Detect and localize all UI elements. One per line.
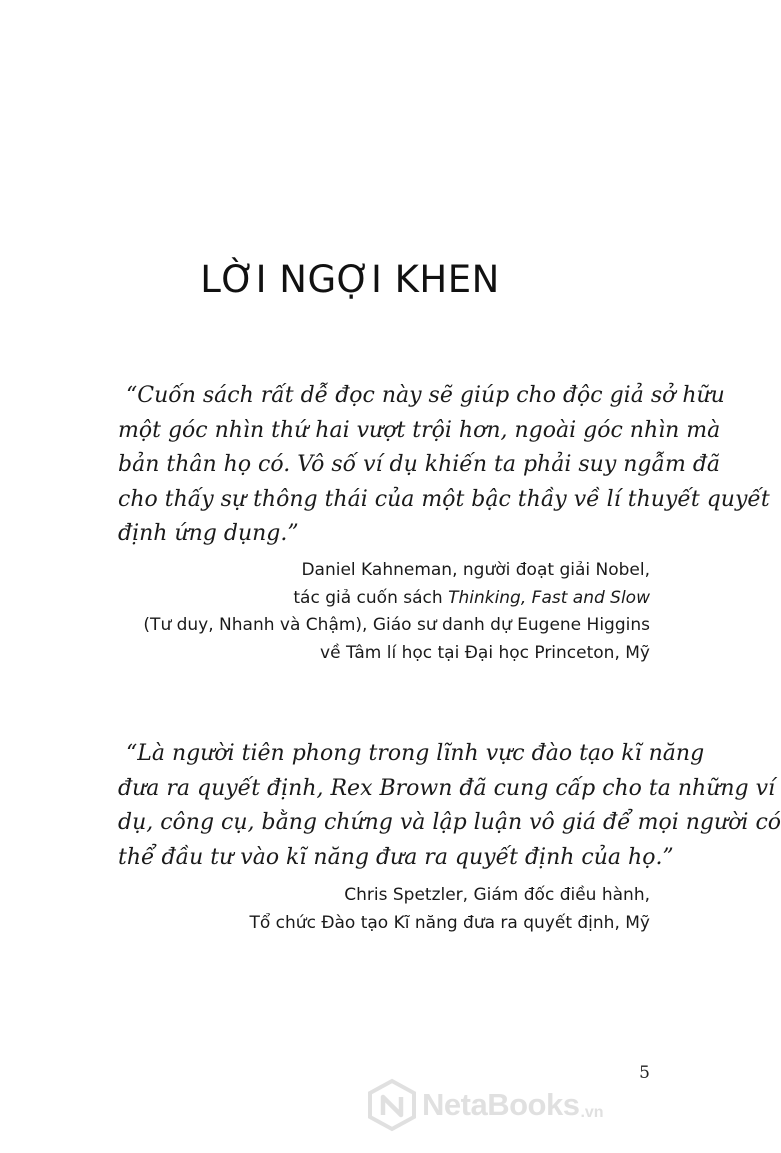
watermark-suffix: .vn xyxy=(580,1104,604,1121)
watermark xyxy=(366,1079,604,1131)
quote-line: thể đầu tư vào kĩ năng đưa ra quyết định của họ.” xyxy=(118,844,674,870)
testimonial-quote-1 xyxy=(118,379,770,552)
attribution-line: Tổ chức Đào tạo Kĩ năng đưa ra quyết định, Mỹ xyxy=(249,912,650,933)
attribution-text: tác giả cuốn sách xyxy=(293,587,449,608)
quote-line: định ứng dụng.” xyxy=(118,521,299,546)
attribution-line: Daniel Kahneman, người đoạt giải Nobel, xyxy=(301,560,650,580)
quote-line: một góc nhìn thứ hai vượt trội hơn, ngoài góc nhìn mà xyxy=(118,417,721,443)
quote-line: “Cuốn sách rất dễ đọc này sẽ giúp cho độc giả sở hữu xyxy=(126,383,725,408)
testimonial-attribution-2 xyxy=(90,882,650,937)
quote-line: cho thấy sự thông thái của một bậc thầy về lí thuyết quyết xyxy=(118,486,770,512)
testimonial-quote-2 xyxy=(118,737,781,875)
page-title: LỜI NGỢI KHEN xyxy=(200,258,500,301)
book-title: Thinking, Fast and Slow xyxy=(448,587,650,608)
attribution-line: Chris Spetzler, Giám đốc điều hành, xyxy=(344,885,650,905)
quote-line: đưa ra quyết định, Rex Brown đã cung cấp cho ta những ví xyxy=(118,775,776,801)
netabooks-logo-icon xyxy=(366,1079,418,1131)
attribution-line xyxy=(90,585,650,613)
quote-line: dụ, công cụ, bằng chứng và lập luận vô giá để mọi người có xyxy=(118,810,781,835)
attribution-line: về Tâm lí học tại Đại học Princeton, Mỹ xyxy=(320,642,650,663)
testimonial-attribution-1 xyxy=(90,557,650,667)
quote-line: “Là người tiên phong trong lĩnh vực đào tạo kĩ năng xyxy=(126,741,705,766)
attribution-line: (Tư duy, Nhanh và Chậm), Giáo sư danh dự Eugene Higgins xyxy=(143,615,650,635)
page-number: 5 xyxy=(639,1063,650,1083)
watermark-text: NetaBooks xyxy=(422,1087,580,1122)
quote-line: bản thân họ có. Vô số ví dụ khiến ta phải suy ngẫm đã xyxy=(118,452,721,477)
